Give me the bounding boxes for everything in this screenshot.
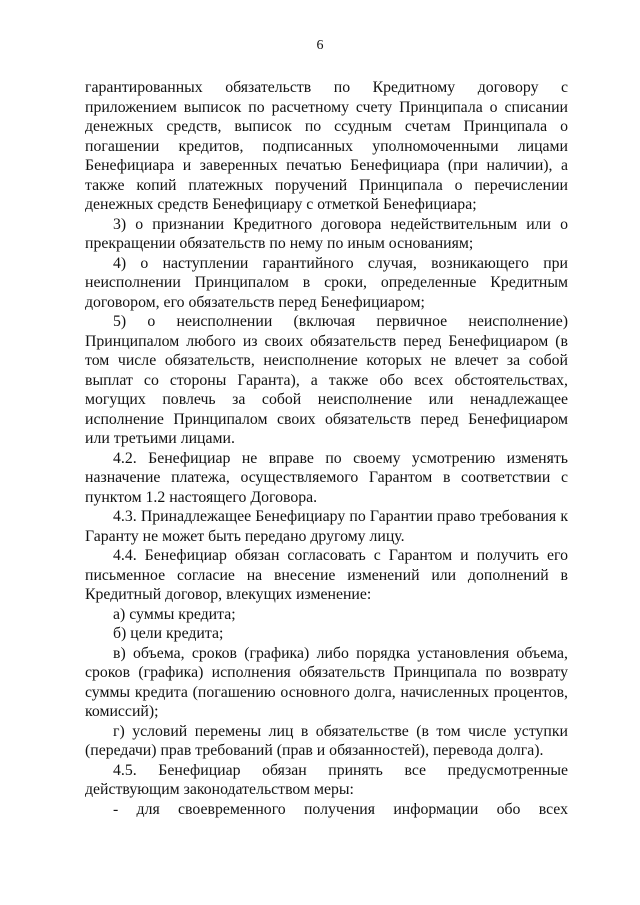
paragraph-item-3: 3) о признании Кредитного договора недействительным или о прекращении обязательств по нему по иным основаниям; (85, 215, 568, 252)
paragraph-4-3: 4.3. Принадлежащее Бенефициару по Гарантии право требования к Гаранту не может быть передано другому лицу. (85, 508, 568, 545)
paragraph-guaranteed-obligations: гарантированных обязательств по Кредитному договору с приложением выписок по расчетному счету Принципала о списании денежных средств, выписок по ссудным счетам Принципала о погашении кредитов, подписанных уполномоченными лицами Бенефициара и заверенных печатью Бенефициара (при наличии), а также копий платежных поручений Принципала о перечислении денежных средств Бенефициару с отметкой Бенефициара; (85, 79, 568, 213)
paragraph-item-b: б) цели кредита; (113, 625, 224, 642)
paragraph-item-4: 4) о наступлении гарантийного случая, возникающего при неисполнении Принципалом в сроки, определенные Кредитным договором, его обязательств перед Бенефициаром; (85, 254, 568, 311)
paragraph-4-2: 4.2. Бенефициар не вправе по своему усмотрению изменять назначение платежа, осуществляемого Гарантом в соответствии с пунктом 1.2 настоящего Договора. (85, 449, 568, 506)
paragraph-dash-item: - для своевременного получения информации обо всех (113, 800, 568, 818)
paragraph-4-5: 4.5. Бенефициар обязан принять все предусмотренные действующим законодательством меры: (85, 761, 568, 798)
paragraph-item-v: в) объема, сроков (графика) либо порядка установления объема, сроков (графика) исполнения обязательств Принципала по возврату суммы кредита (погашению основного долга, начисленных процентов, комиссий); (85, 644, 568, 720)
paragraph-item-5: 5) о неисполнении (включая первичное неисполнение) Принципалом любого из своих обязательств перед Бенефициаром (в том числе обязательств, неисполнение которых не влечет за собой выплат со стороны Гаранта), а также обо всех обстоятельствах, могущих повлечь за собой неисполнение или ненадлежащее исполнение Принципалом своих обязательств перед Бенефициаром или третьими лицами. (85, 313, 568, 447)
paragraph-4-4: 4.4. Бенефициар обязан согласовать с Гарантом и получить его письменное согласие на внесение изменений или дополнений в Кредитный договор, влекущих изменение: (85, 547, 568, 603)
document-body (85, 78, 568, 819)
paragraph-item-a: а) суммы кредита; (113, 605, 236, 623)
page-number: 6 (316, 38, 324, 53)
paragraph-item-g: г) условий перемены лиц в обязательстве (в том числе уступки (передачи) прав требований (прав и обязанностей), перевода долга). (85, 722, 568, 759)
